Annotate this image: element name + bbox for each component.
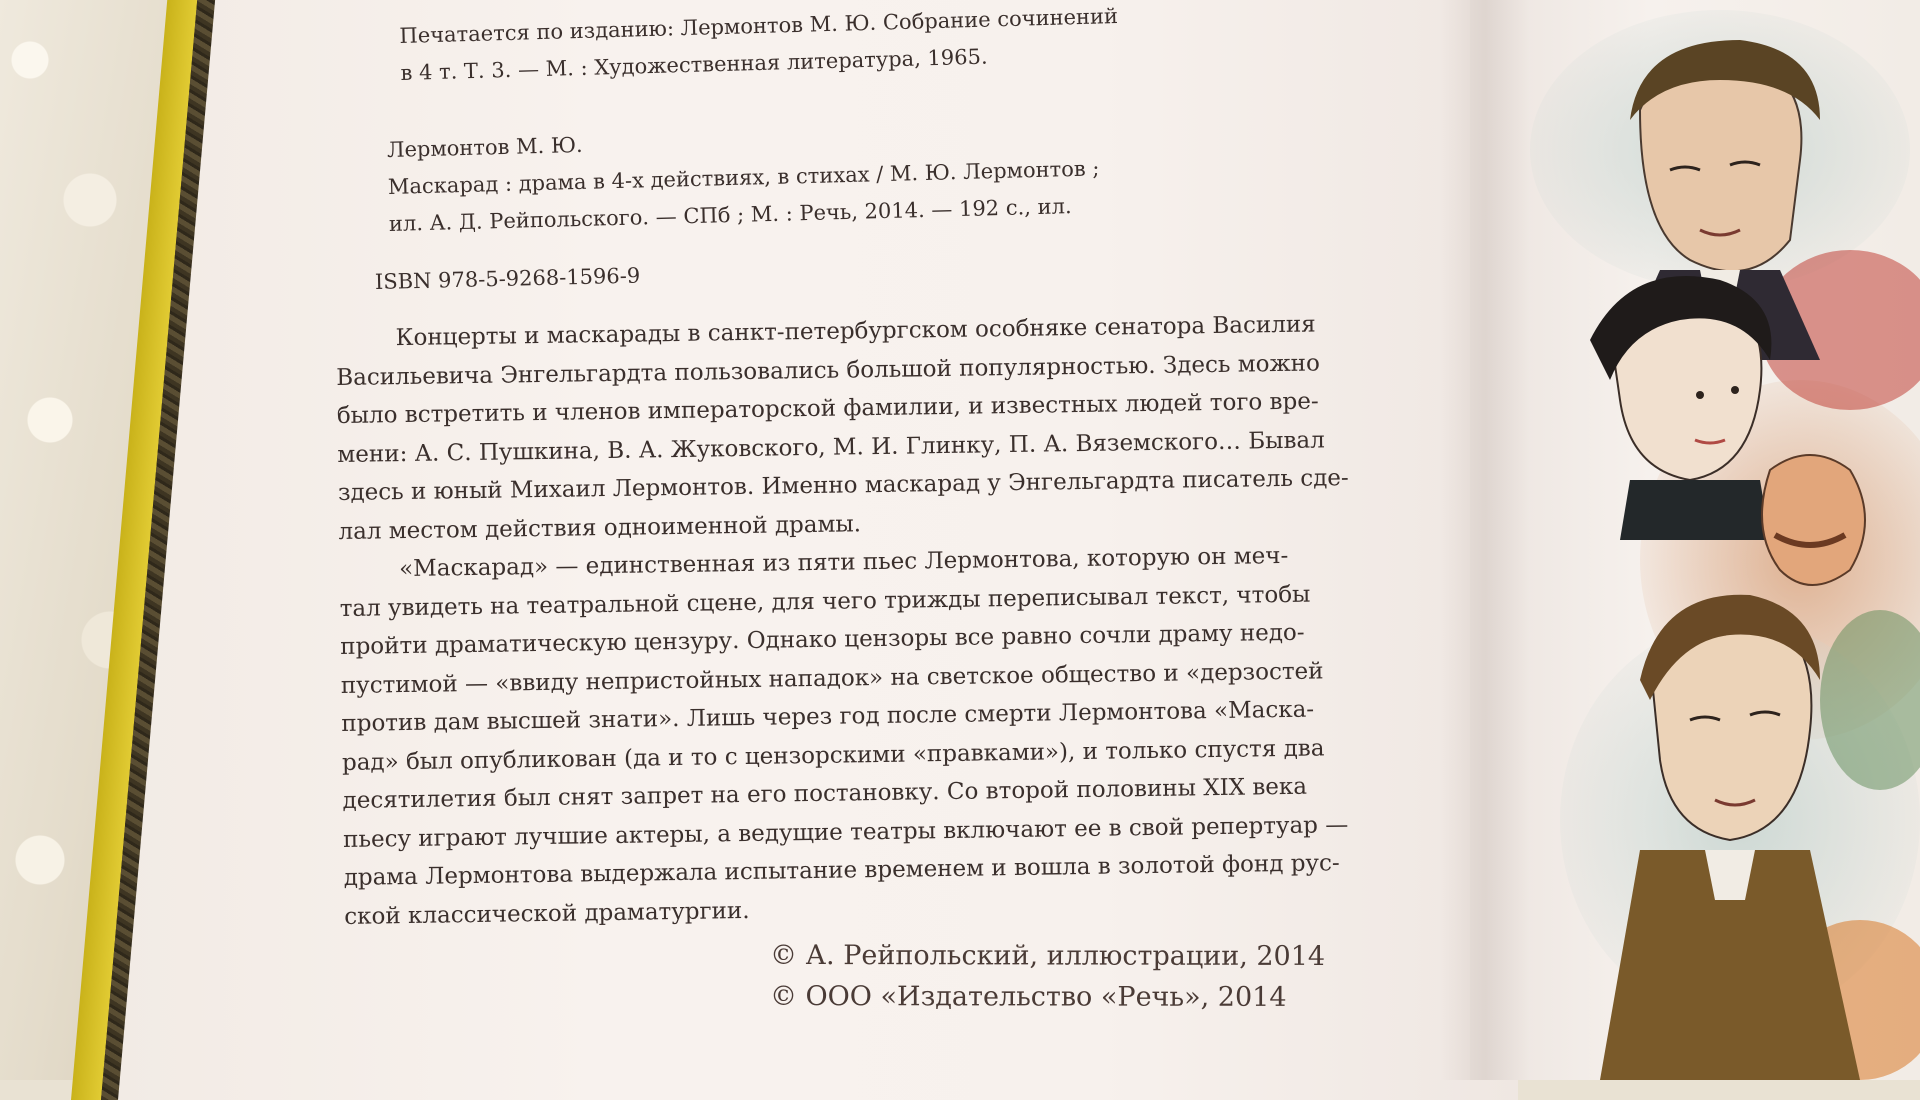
annotation-line: рад» был опубликован (да и то с цензорскими «правками»), и только спустя два (341, 734, 1325, 776)
annotation-line: ской классической драматургии. (344, 897, 750, 930)
source-note-line: Печатается по изданию: Лермонтов М. Ю. Собрание сочинений (399, 3, 1119, 49)
annotation-line: против дам высшей знати». Лишь через год после смерти Лермонтова «Маска- (341, 696, 1315, 737)
source-note-line: в 4 т. Т. 3. — М. : Художественная литература, 1965. (400, 44, 988, 85)
portraits-illustration (1520, 0, 1920, 1080)
annotation-line: пьесу играют лучшие актеры, а ведущие театры включают ее в свой репертуар — (342, 811, 1349, 853)
portrait-woman (1590, 276, 1771, 540)
annotation-line: драма Лермонтова выдержала испытание временем и вошла в золотой фонд рус- (343, 850, 1340, 891)
annotation-line: тал увидеть на театральной сцене, для чего трижды переписывал текст, чтобы (339, 581, 1311, 622)
catalog-line: Маскарад : драма в 4-х действиях, в стихах / М. Ю. Лермонтов ; (387, 156, 1100, 199)
annotation-line: «Маскарад» — единственная из пяти пьес Лермонтова, которую он меч- (398, 542, 1289, 583)
annotation-line: здесь и юный Михаил Лермонтов. Именно маскарад у Энгельгардта писатель сде- (337, 465, 1349, 507)
annotation-line: пустимой — «ввиду непристойных нападок» на светское общество и «дерзостей (340, 657, 1324, 699)
catalog-record (387, 113, 1101, 243)
annotation-line: Васильевича Энгельгардта пользовались большой популярностью. Здесь можно (336, 349, 1321, 391)
annotation-line: было встретить и членов императорской фамилии, и известных людей того вре- (336, 388, 1319, 430)
copyright-block (770, 935, 1325, 1018)
copyright-line: © А. Рейпольский, иллюстрации, 2014 (770, 940, 1326, 972)
catalog-line: Лермонтов М. Ю. (386, 132, 583, 163)
annotation-text (335, 305, 1355, 936)
annotation-line: пройти драматическую цензуру. Однако цензоры все равно сочли драму недо- (340, 619, 1305, 660)
annotation-line: десятилетия был снят запрет на его постановку. Со второй половины XIX века (342, 773, 1308, 814)
annotation-line: мени: А. С. Пушкина, В. А. Жуковского, М. И. Глинку, П. А. Вяземского… Бывал (337, 426, 1325, 468)
catalog-line: ил. А. Д. Рейпольского. — СПб ; М. : Речь, 2014. — 192 с., ил. (388, 194, 1072, 236)
isbn: ISBN 978-5-9268-1596-9 (374, 263, 641, 294)
copyright-line: © ООО «Издательство «Речь», 2014 (769, 981, 1287, 1013)
annotation-line: Концерты и маскарады в санкт-петербургском особняке сенатора Василия (395, 311, 1316, 352)
book-gutter (1440, 0, 1530, 1080)
portrait-mustache-man (1762, 455, 1865, 585)
annotation-line: лал местом действия одноименной драмы. (338, 510, 862, 545)
